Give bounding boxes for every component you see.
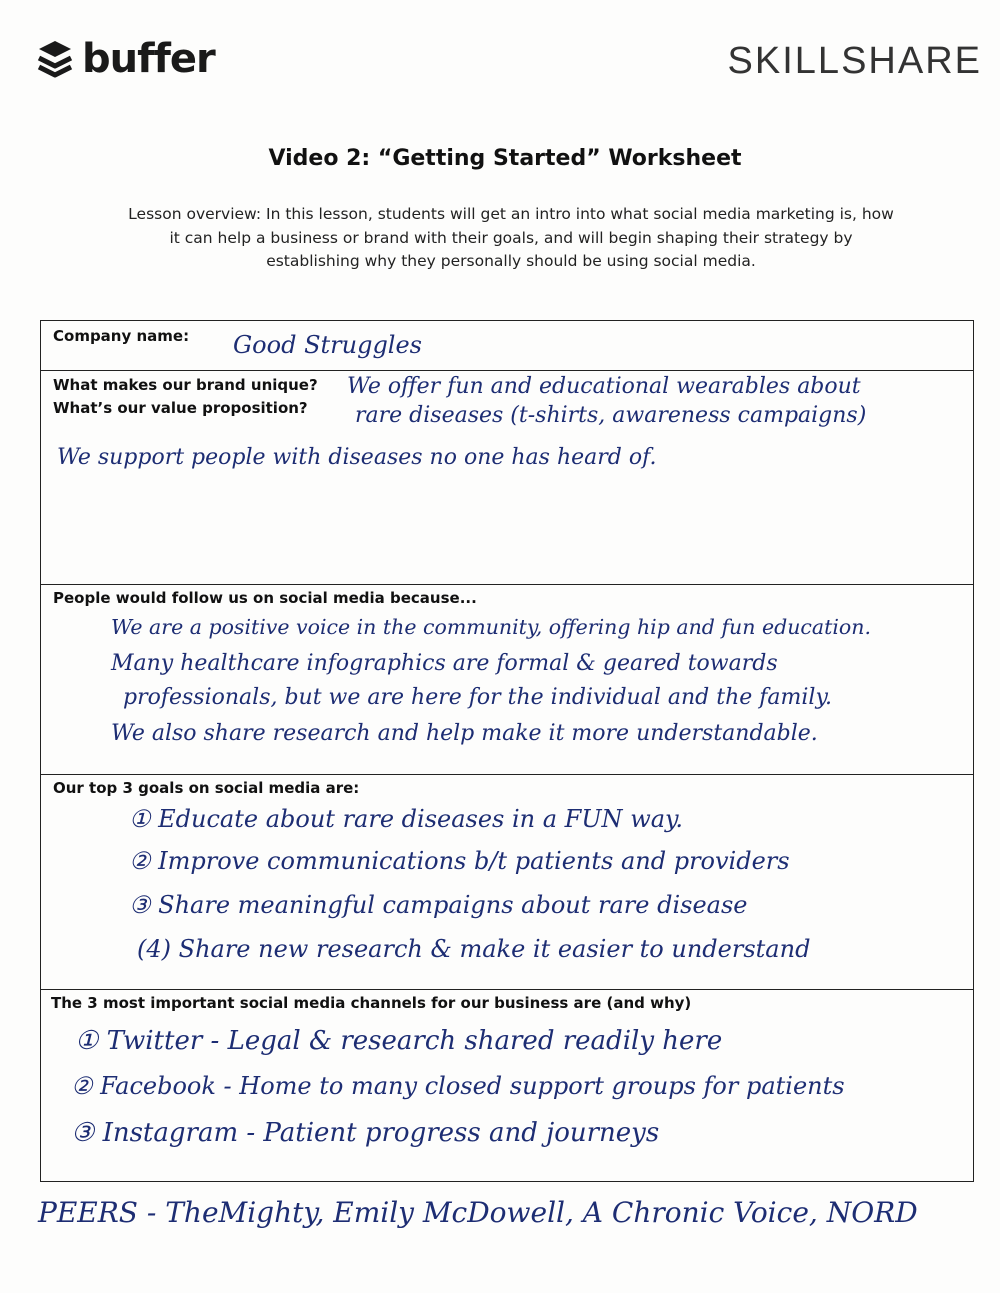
- value-proposition-label: What’s our value proposition?: [53, 399, 308, 417]
- buffer-logo: [36, 36, 215, 82]
- unique-answer-line: We support people with diseases no one has heard of.: [57, 445, 657, 470]
- channel-item: ① Twitter - Legal & research shared readily here: [75, 1026, 723, 1056]
- follow-answer-line: professionals, but we are here for the individual and the family.: [123, 685, 832, 710]
- worksheet-table: [40, 320, 974, 1182]
- lesson-overview: [100, 203, 922, 274]
- goals-label: Our top 3 goals on social media are:: [53, 779, 360, 797]
- overview-line: it can help a business or brand with their goals, and will begin shaping their strategy by: [169, 228, 853, 247]
- worksheet-title: Video 2: “Getting Started” Worksheet: [268, 146, 742, 171]
- follow-reasons-row: [41, 585, 973, 775]
- goal-item: ③ Share meaningful campaigns about rare disease: [129, 891, 748, 919]
- follow-answer-line: We are a positive voice in the community, offering hip and fun education.: [111, 615, 871, 639]
- buffer-stack-icon: [36, 37, 74, 81]
- brand-unique-label: What makes our brand unique?: [53, 376, 318, 394]
- company-name-row: [41, 321, 973, 371]
- unique-answer-line: We offer fun and educational wearables about: [347, 374, 861, 399]
- unique-answer-line: rare diseases (t-shirts, awareness campaigns): [355, 403, 867, 428]
- channels-label: The 3 most important social media channels for our business are (and why): [51, 994, 692, 1012]
- follow-answer-line: Many healthcare infographics are formal & geared towards: [111, 651, 778, 676]
- brand-unique-row: [41, 371, 973, 585]
- follow-reasons-label: People would follow us on social media because...: [53, 589, 477, 607]
- channels-row: [41, 990, 973, 1183]
- skillshare-logo: SKILLSHARE: [727, 40, 982, 82]
- goal-item: (4) Share new research & make it easier to understand: [137, 935, 811, 963]
- goal-item: ② Improve communications b/t patients and providers: [129, 847, 790, 875]
- channel-item: ③ Instagram - Patient progress and journeys: [71, 1118, 660, 1148]
- buffer-wordmark: buffer: [82, 36, 215, 82]
- follow-answer-line: We also share research and help make it more understandable.: [111, 721, 818, 746]
- overview-line: establishing why they personally should be using social media.: [266, 252, 756, 270]
- company-name-label: Company name:: [53, 327, 190, 345]
- goals-row: [41, 775, 973, 990]
- goal-item: ① Educate about rare diseases in a FUN way.: [129, 805, 684, 833]
- channel-item: ② Facebook - Home to many closed support groups for patients: [71, 1072, 845, 1100]
- peers-note: PEERS - TheMighty, Emily McDowell, A Chronic Voice, NORD: [38, 1196, 918, 1229]
- overview-line: Lesson overview: In this lesson, students will get an intro into what social media marketing is, how: [128, 205, 894, 223]
- company-name-answer: Good Struggles: [233, 331, 422, 359]
